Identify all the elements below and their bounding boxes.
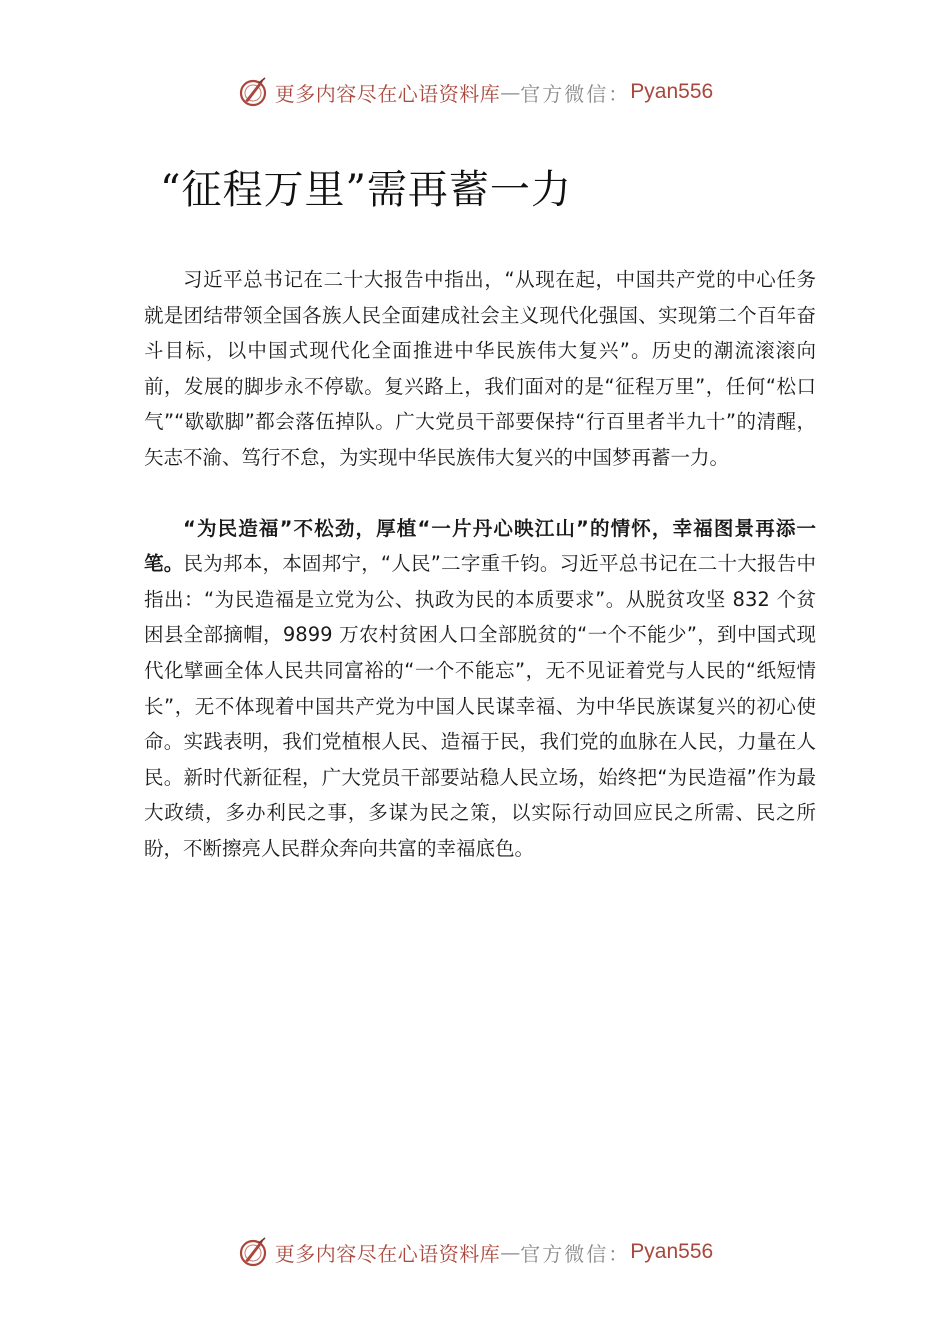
banner-account-label: 官方微信：: [520, 1241, 631, 1266]
quill-logo-icon: [237, 75, 271, 109]
banner-account-id: Pyan556: [630, 1240, 714, 1263]
banner-dash: —: [500, 1240, 521, 1264]
article-body: [144, 262, 816, 867]
page-title: “征程万里”需再蓄一力: [160, 167, 572, 213]
banner-text: 更多内容尽在心语资料库: [274, 81, 501, 106]
banner-account-id: Pyan556: [630, 80, 714, 103]
paragraph-1-body: 习近平总书记在二十大报告中指出，“从现在起，中国共产党的中心任务就是团结带领全国各族人民全面建成社会主义现代化强国、实现第二个百年奋斗目标，以中国式现代化全面推进中华民族伟大复兴”。历史的潮流滚滚向前，发展的脚步永不停歇。复兴路上，我们面对的是“征程万里”，任何“松口气”“歇歇脚”都会落伍掉队。广大党员干部要保持“行百里者半九十”的清醒，矢志不渝、笃行不怠，为实现中华民族伟大复兴的中国梦再蓄一力。: [144, 268, 816, 469]
header-banner: [0, 72, 950, 112]
quill-logo-icon: [237, 1235, 271, 1269]
paragraph-2: [144, 511, 816, 867]
banner-dash: —: [500, 80, 521, 104]
paragraph-2-lead: “为民造福”不松劲，厚植“一片丹心映江山”的情怀，幸福图景再添一笔。: [144, 516, 816, 576]
banner-text: 更多内容尽在心语资料库: [274, 1241, 501, 1266]
footer-banner: [0, 1232, 950, 1272]
paragraph-2-body: 民为邦本，本固邦宁，“人民”二字重千钧。习近平总书记在二十大报告中指出：“为民造福是立党为公、执政为民的本质要求”。从脱贫攻坚 832 个贫困县全部摘帽，9899 万农村贫困人口全部脱贫的“一个不能少”，到中国式现代化擘画全体人民共同富裕的“一个不能忘”，无不见证着党与人民的“纸短情长”，无不体现着中国共产党为中国人民谋幸福、为中华民族谋复兴的初心使命。实践表明，我们党植根人民、造福于民，我们党的血脉在人民，力量在人民。新时代新征程，广大党员干部要站稳人民立场，始终把“为民造福”作为最大政绩，多办利民之事，多谋为民之策，以实际行动回应民之所需、民之所盼，不断擦亮人民群众奔向共富的幸福底色。: [144, 552, 816, 860]
banner-account-label: 官方微信：: [520, 81, 631, 106]
paragraph-1: [144, 262, 816, 476]
